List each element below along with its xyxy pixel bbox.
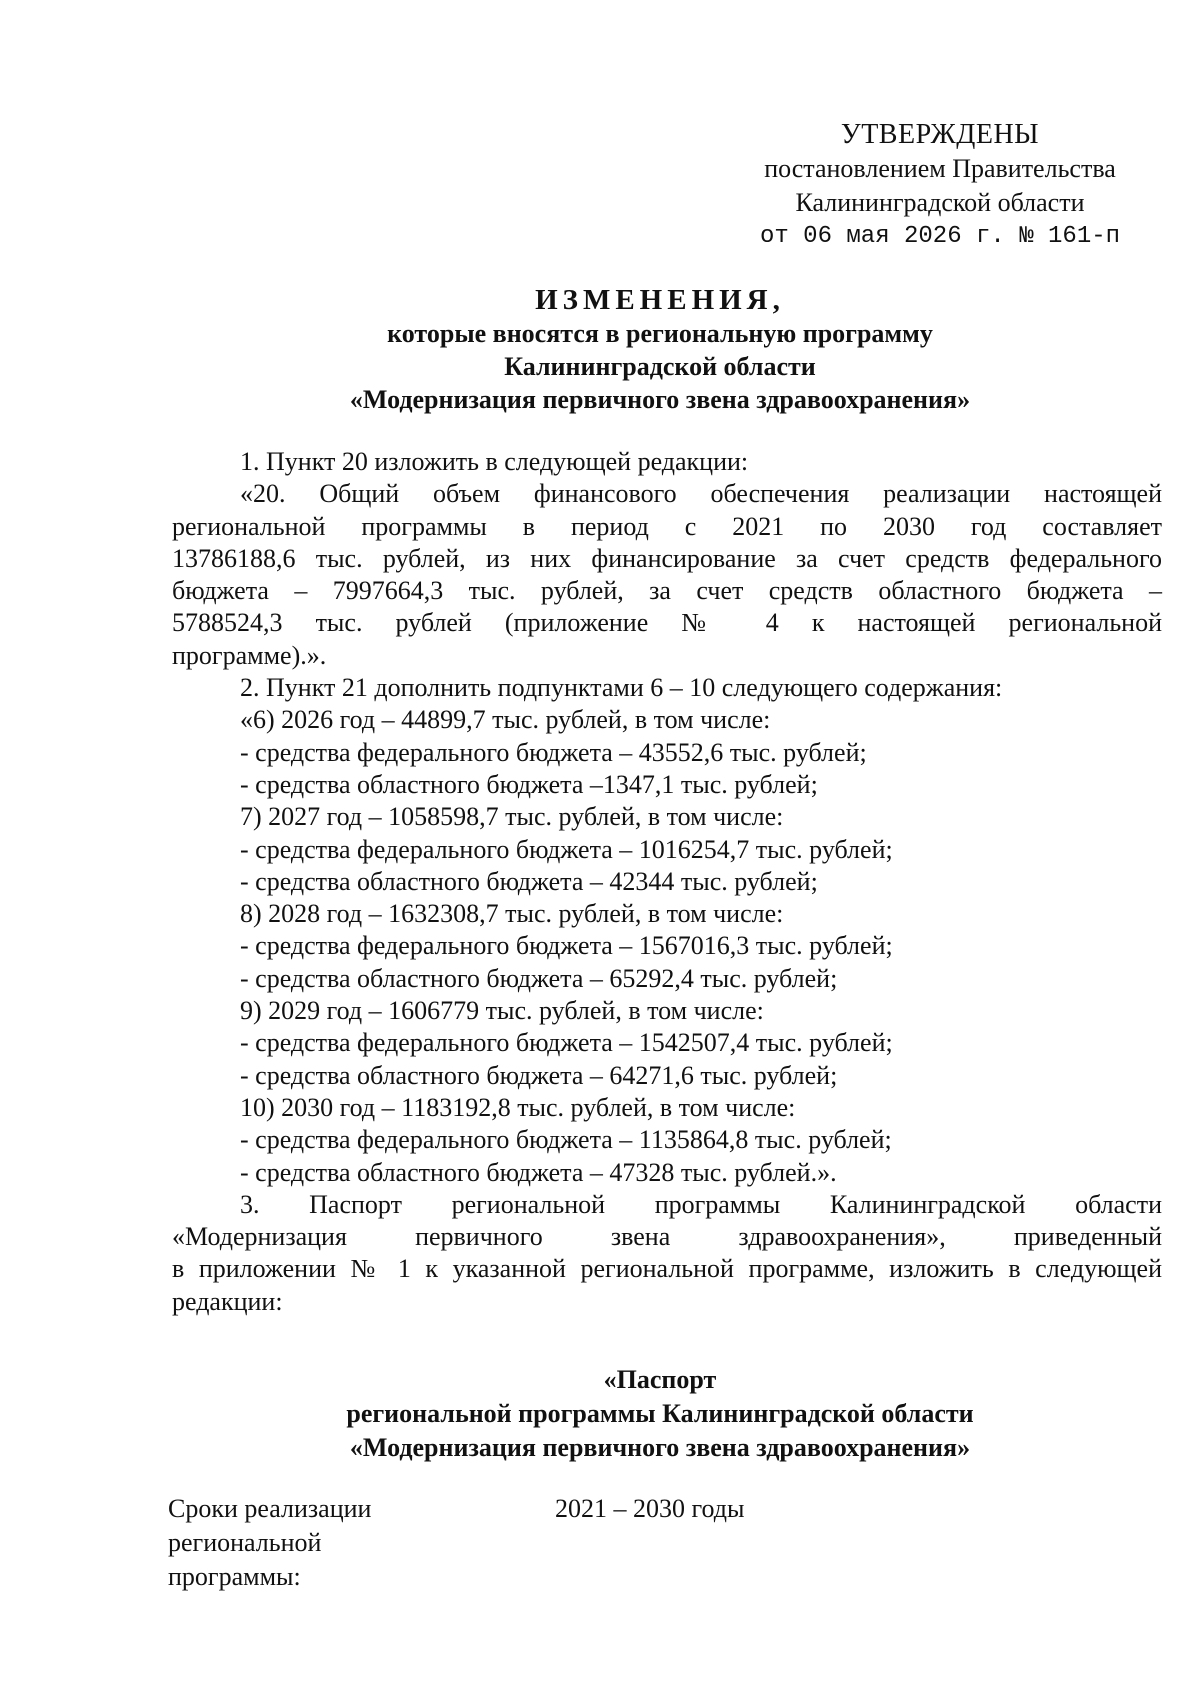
approval-title: УТВЕРЖДЕНЫ (840, 119, 1040, 150)
paragraph-20-line: 13786188,6 тыс. рублей, из них финансирование за счет средств федерального (172, 543, 1162, 573)
paragraph-20-line: программе).». (172, 640, 327, 670)
list-item: 9) 2029 год – 1606779 тыс. рублей, в том числе: (240, 996, 764, 1026)
list-item: 10) 2030 год – 1183192,8 тыс. рублей, в том числе: (240, 1092, 796, 1122)
list-item: 7) 2027 год – 1058598,7 тыс. рублей, в том числе: (240, 802, 784, 832)
approval-date: от 06 мая 2026 г. № 161-п (759, 223, 1121, 250)
heading-title: ИЗМЕНЕНИЯ, (535, 284, 785, 316)
heading-line: которые вносятся в региональную программу (387, 319, 933, 348)
term-label-line: программы: (168, 1562, 301, 1591)
list-item: - средства федерального бюджета – 1135864,8 тыс. рублей; (240, 1125, 892, 1155)
passport-line: региональной программы Калининградской области (346, 1399, 974, 1428)
approval-line: постановлением Правительства (764, 154, 1116, 183)
passport-heading (300, 1363, 1020, 1465)
list-item: - средства областного бюджета – 64271,6 тыс. рублей; (240, 1060, 838, 1090)
list-item: - средства областного бюджета – 47328 тыс. рублей.». (240, 1157, 837, 1187)
term-value: 2021 – 2030 годы (555, 1494, 745, 1523)
term-label-line: Сроки реализации (168, 1494, 372, 1523)
item-3-line: 3. Паспорт региональной программы Калининградской области (240, 1189, 1162, 1219)
list-item: - средства федерального бюджета – 43552,6 тыс. рублей; (240, 737, 867, 767)
approval-line: Калининградской области (795, 188, 1085, 217)
passport-title: «Паспорт (603, 1365, 717, 1394)
item-2: 2. Пункт 21 дополнить подпунктами 6 – 10 следующего содержания: (240, 673, 1003, 703)
list-item: «6) 2026 год – 44899,7 тыс. рублей, в том числе: (240, 705, 771, 735)
item-3-line: в приложении № 1 к указанной региональной программе, изложить в следующей (172, 1254, 1162, 1284)
approval-block (740, 118, 1140, 254)
heading-line: Калининградской области (504, 352, 816, 381)
paragraph-20-line: региональной программы в период с 2021 по 2030 год составляет (172, 511, 1162, 541)
list-item: - средства областного бюджета –1347,1 тыс. рублей; (240, 769, 818, 799)
list-item: 8) 2028 год – 1632308,7 тыс. рублей, в том числе: (240, 899, 784, 929)
document-heading (300, 284, 1020, 416)
list-item: - средства областного бюджета – 42344 тыс. рублей; (240, 866, 818, 896)
item-3-line: «Модернизация первичного звена здравоохранения», приведенный (172, 1222, 1162, 1252)
list-item: - средства федерального бюджета – 1542507,4 тыс. рублей; (240, 1028, 893, 1058)
paragraph-20-line: 5788524,3 тыс. рублей (приложение № 4 к настоящей региональной (172, 608, 1162, 638)
document-body (172, 446, 1162, 1318)
paragraph-20-line: «20. Общий объем финансового обеспечения реализации настоящей (240, 479, 1162, 509)
list-item: - средства федерального бюджета – 1016254,7 тыс. рублей; (240, 834, 893, 864)
paragraph-20-line: бюджета – 7997664,3 тыс. рублей, за счет средств областного бюджета – (172, 576, 1162, 606)
heading-line: «Модернизация первичного звена здравоохранения» (349, 385, 971, 414)
item-3-line: редакции: (172, 1286, 283, 1316)
passport-line: «Модернизация первичного звена здравоохранения» (349, 1433, 971, 1462)
list-item: - средства федерального бюджета – 1567016,3 тыс. рублей; (240, 931, 893, 961)
term-label-line: региональной (168, 1528, 322, 1557)
item-1: 1. Пункт 20 изложить в следующей редакции: (240, 447, 749, 476)
term-label (168, 1492, 388, 1594)
list-item: - средства областного бюджета – 65292,4 тыс. рублей; (240, 963, 838, 993)
